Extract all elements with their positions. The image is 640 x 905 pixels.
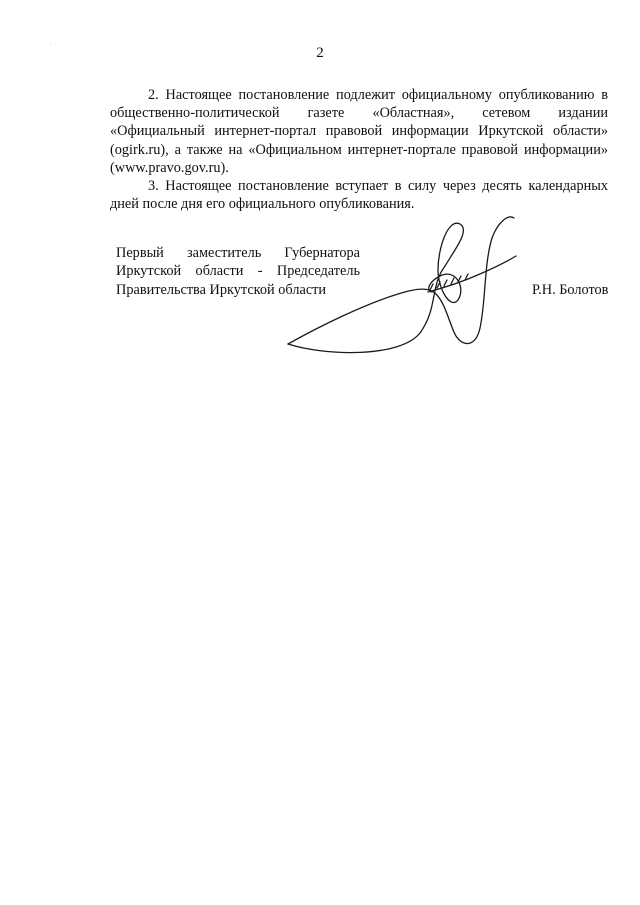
paragraph-effective-date: 3. Настоящее постановление вступает в силу через десять календарных дней после дня его официального опубликования. <box>110 178 608 213</box>
paragraph-publication: 2. Настоящее постановление подлежит официальному опубликованию в общественно-политической газете «Областная», сетевом издании «Официальный интернет-портал правовой информации Иркутской области» (ogirk.ru), а также на «Официальном интернет-портале правовой информации» (www.pravo.gov.ru). <box>110 87 608 176</box>
signatory-name: Р.Н. Болотов <box>532 282 609 298</box>
signatory-position-line: Правительства Иркутской области <box>116 281 327 298</box>
signature-stroke-sweep <box>288 217 514 344</box>
document-body <box>110 86 608 213</box>
page-number: 2 <box>316 45 324 61</box>
signatory-position-line: Первый заместитель Губернатора <box>116 245 360 261</box>
signatory-position-line: Иркутской области - Председатель <box>116 263 360 280</box>
handwritten-signature-icon <box>280 208 520 358</box>
